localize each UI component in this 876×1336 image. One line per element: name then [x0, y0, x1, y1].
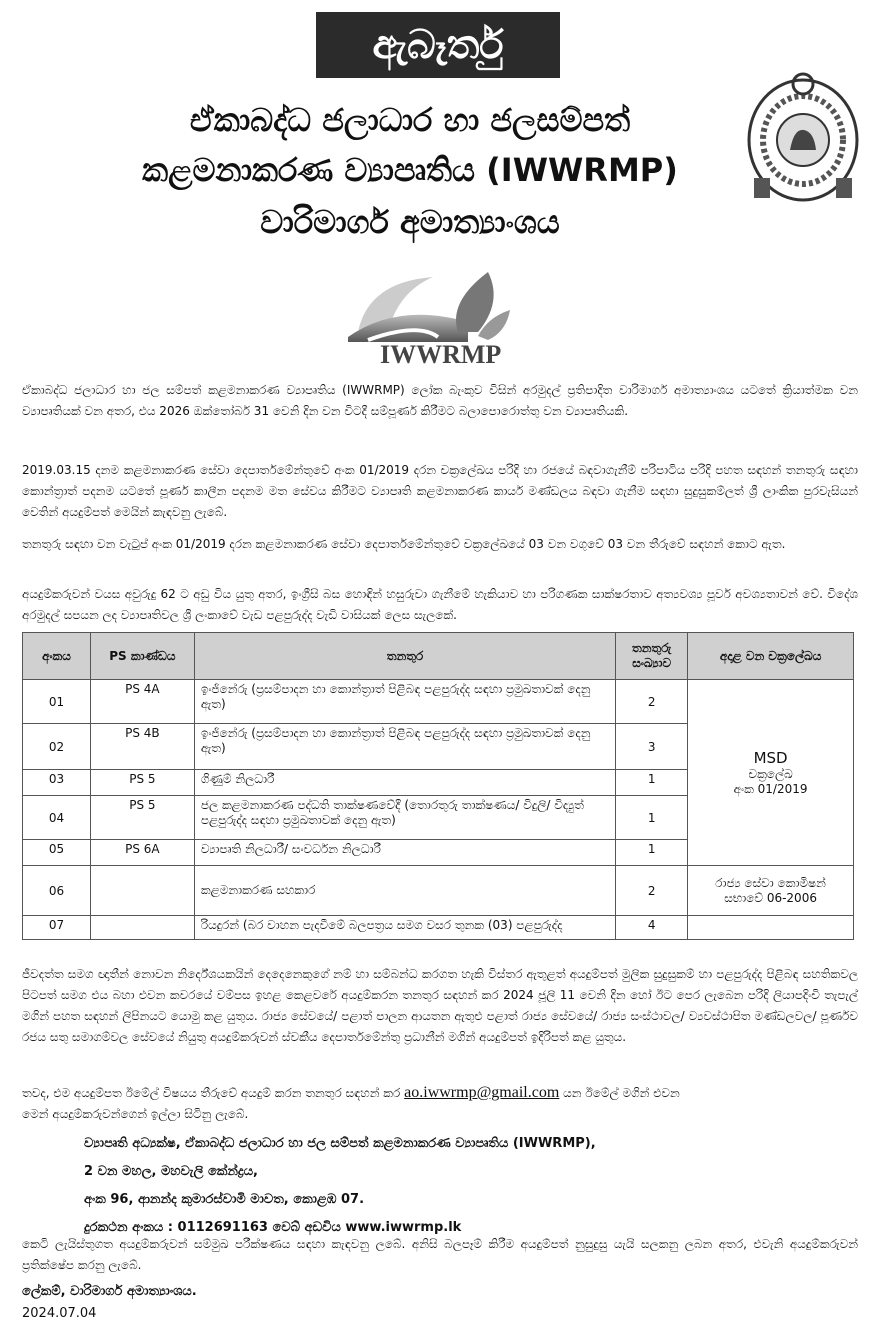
vacancy-table — [22, 632, 854, 940]
signature: ලේකම්, වාරිමාර්ග අමාත්‍යාංශය. — [22, 1284, 197, 1299]
row-count: 2 — [616, 866, 688, 916]
contact-line-2: 2 වන මහල, මහවැලි කේන්ද්‍රය, — [84, 1164, 258, 1179]
email-link[interactable]: ao.iwwrmp@gmail.com — [404, 1084, 560, 1101]
email-prefix: තවද, එම අයදුම්පත ඊමේල් විෂයය තීරුවේ අයදුම් කරන තනතුර සඳහන් කර — [22, 1086, 401, 1100]
table-row — [23, 866, 854, 916]
footer-note: කෙටි ලැයිස්තුගත අයදුම්කරුවන් සම්මුඛ පරීක්ෂණය සඳහා කැඳවනු ලබේ. අනිසි බලපෑම් කිරීම අයදුම්පත් නුසුදුසු යැයි සලකනු ලබන අතර, එවැනි අයදුම්කරුවන් ප්‍රතික්ෂේප කරනු ලැබේ. — [22, 1237, 858, 1272]
vacancies-banner: ඇබෑර්තු — [316, 12, 560, 78]
table-header-row — [23, 633, 854, 680]
email-line2: මෙන් අයදුම්කරුවන්ගෙන් ඉල්ලා සිටිනු ලැබේ. — [22, 1107, 249, 1121]
header-post: තනතුර — [194, 633, 615, 680]
row-number: 02 — [23, 724, 91, 770]
eligibility-paragraph: 2019.03.15 දනම කළමනාකරණ සේවා දෙපාර්තමේන්තුවේ අංක 01/2019 දරන චක්‍රලේඛය පරිදි හා රජයේ බඳවාගැනීම් පරිපාටිය පරිදි පහත සඳහන් තනතුරු සඳහා කොන්ත්‍රාත් පදනම යටතේ පූර්ණ කාලීන පදනම මත සේවය කිරීමට ව්‍යාපෘති කළමනාකරණ කාර්ය මණ්ඩලය බඳවා ගැනීම සඳහා සුදුසුකම්ලත් ශ්‍රී ලාංකික පුරවැසියන් වෙතින් අයදුම්පත් මෙයින් කැඳවනු ලැබේ. — [22, 463, 858, 519]
row-post: ජල කළමනාකරණ පද්ධති තාක්ෂණවේදී (තොරතුරු තාක්ෂණය/ විදුලි/ විද්‍යුත් පළපුරුද්ද සඳහා ප්‍රමුඛතාවක් දෙනු ඇත) — [194, 796, 615, 840]
row-post: ගිණුම් නිලධාරී — [194, 770, 615, 796]
salary-paragraph: තනතුරු සඳහා වන වැටුප් අංක 01/2019 දරන කළමනාකරණ සේවා දෙපාර්තමේන්තුවේ චක්‍රලේඛයේ 03 වන වගුවේ 03 වන තීරුවේ සඳහන් කොට ඇත. — [22, 537, 786, 551]
contact-line-4: දුරකථන අංකය : 0112691163 වෙබ් අඩවිය www.iwwrmp.lk — [84, 1220, 462, 1235]
header-ps-category: PS කාණ්ඩය — [90, 633, 194, 680]
row-number: 04 — [23, 796, 91, 840]
row-ps-category: PS 6A — [90, 840, 194, 866]
row-ps-category: PS 4B — [90, 724, 194, 770]
header-circular: අදාළ වන චක්‍රලේඛය — [688, 633, 854, 680]
intro-paragraph: ඒකාබද්ධ ජලාධාර හා ජල සම්පත් කළමනාකරණ ව්‍යාපෘතිය (IWWRMP) ලෝක බැංකුව විසින් අරමුදල් ප්‍රතිපාදිත වාරිමාර්ග අමාත්‍යාංශය යටතේ ක්‍රියාත්මක වන ව්‍යාපෘතියක් වන අතර, එය 2026 ඔක්තෝබර් 31 වෙනි දින වන විටදී සම්පූර්ණ කිරීමට බලාපොරොත්තු වන ව්‍යාපෘතියකි. — [22, 383, 858, 418]
row-number: 03 — [23, 770, 91, 796]
contact-line-3: අංක 96, ආනන්ද කුමාරස්වාමි මාවත, කොළඹ 07. — [84, 1192, 365, 1207]
circular-msd-sub2: අංක 01/2019 — [733, 781, 808, 796]
header-number: අංකය — [23, 633, 91, 680]
requirements-paragraph: අයදුම්කරුවන් වයස අවුරුදු 62 ට අඩු විය යුතු අතර, ඉංග්‍රීසි බස හොඳින් හසුරුවා ගැනීමේ හැකියාව හා පරිගණක සාක්ෂරතාව අත්‍යවශ්‍ය පූර්ව අවශ්‍යතාවන් වේ. විදේශ අරමුදල් සපයන ලද ව්‍යාපෘතිවල ශ්‍රී ලංකාවේ වැඩ පළපුරුද්ද වැඩි වාසියක් ලෙස සැලකේ. — [22, 587, 858, 622]
row-post: රියදුරන් (බර වාහන පැදවීමේ බලපත්‍රය සමග වසර තුනක (03) පළපුරුද්ද — [194, 916, 615, 940]
row-count: 1 — [616, 796, 688, 840]
sri-lanka-emblem-icon — [742, 66, 864, 206]
title-line-1: ඒකාබද්ධ ජලාධාර හා ජලසම්පත් — [189, 101, 631, 139]
circular-pub-line2: සභාවේ 06-2006 — [724, 890, 817, 905]
contact-line-1: ව්‍යාපෘති අධ්‍යක්ෂ, ඒකාබද්ධ ජලාධාර හා ජල සම්පත් කළමනාකරණ ව්‍යාපෘතිය (IWWRMP), — [84, 1136, 596, 1151]
row-count: 4 — [616, 916, 688, 940]
title-line-2: කළමනාකරණ ව්‍යාපෘතිය (IWWRMP) — [142, 151, 678, 189]
circular-pub-line1: රාජ්‍ය සේවා කොමිෂන් — [715, 875, 826, 890]
row-count: 2 — [616, 680, 688, 724]
table-row — [23, 680, 854, 724]
row-post: කළමනාකරණ සහකාර — [194, 866, 615, 916]
email-suffix: යන ඊමේල් මගින් එවන — [563, 1086, 680, 1100]
row-number: 01 — [23, 680, 91, 724]
row-ps-category: PS 5 — [90, 796, 194, 840]
table-row — [23, 916, 854, 940]
row-post: ඉංජිනේරු (ප්‍රසම්පාදන හා කොන්ත්‍රාත් පිළිබඳ පළපුරුද්ද සඳහා ප්‍රමුඛතාවක් දෙනු ඇත) — [194, 680, 615, 724]
row-count: 1 — [616, 770, 688, 796]
row-count: 1 — [616, 840, 688, 866]
empty-circular-cell — [688, 916, 854, 940]
row-ps-category — [90, 866, 194, 916]
row-ps-category: PS 4A — [90, 680, 194, 724]
title-line-3: වාරිමාර්ග අමාත්‍යාංශය — [260, 203, 560, 241]
row-number: 05 — [23, 840, 91, 866]
row-number: 06 — [23, 866, 91, 916]
row-ps-category — [90, 916, 194, 940]
circular-msd-cell — [688, 680, 854, 866]
date: 2024.07.04 — [22, 1306, 97, 1321]
contact-address — [84, 1130, 596, 1242]
header-count: තනතුරු සංඛ්‍යාව — [616, 633, 688, 680]
row-post: ඉංජිනේරු (ප්‍රසම්පාදන හා කොන්ත්‍රාත් පිළිබඳ පළපුරුද්ද සඳහා ප්‍රමුඛතාවක් දෙනු ඇත) — [194, 724, 615, 770]
row-count: 3 — [616, 724, 688, 770]
circular-pub-cell — [688, 866, 854, 916]
circular-msd-sub1: චක්‍රලේඛ — [748, 766, 793, 781]
email-instructions — [22, 1082, 858, 1125]
application-instructions: ජීවදත්ත සමග ඥාතීන් නොවන නිර්දේශයකයින් දෙදෙනෙකුගේ නම් හා සම්බන්ධ කරගත හැකි විස්තර ඇතුළත් අයදුම්පත් මුලික සුදුසුකම් හා පළපුරුද්ද පිළිබඳ සහතිකවල පිටපත් සමග එය බහා එවන කවරයේ වම්පස ඉහළ කෙළවරේ අයදුම්කරන තනතුර සඳහන් කර 2024 ජූලි 11 වෙනි දින හෝ ඊට පෙර ලැබෙන පරිදි ලියාපදිංචි තැපැල් මගින් පහත සඳහන් ලිපිනයට යොමු කළ යුතුය. රාජ්‍ය සේවයේ/ පළාත් පාලන ආයතන ඇතුළු පළාත් රාජ්‍ය සේවයේ/ රාජ්‍ය සංස්ථාවල/ ව්‍යවස්ථාපිත මණ්ඩලවල/ පූර්ණව රජය සතු සමාගම්වල සේවයේ නියුතු අයදුම්කරුවන් ස්වකීය දෙපාර්තමේන්තු ප්‍රධානීන් මගින් අයදුම්පත් ඉදිරිපත් කළ යුතුය. — [22, 967, 858, 1044]
logo-text: IWWRMP — [380, 340, 502, 369]
row-post: ව්‍යාපෘති නිලධාරී/ සංවර්ධන නිලධාරී — [194, 840, 615, 866]
circular-msd-title: MSD — [753, 748, 788, 767]
row-ps-category: PS 5 — [90, 770, 194, 796]
row-number: 07 — [23, 916, 91, 940]
